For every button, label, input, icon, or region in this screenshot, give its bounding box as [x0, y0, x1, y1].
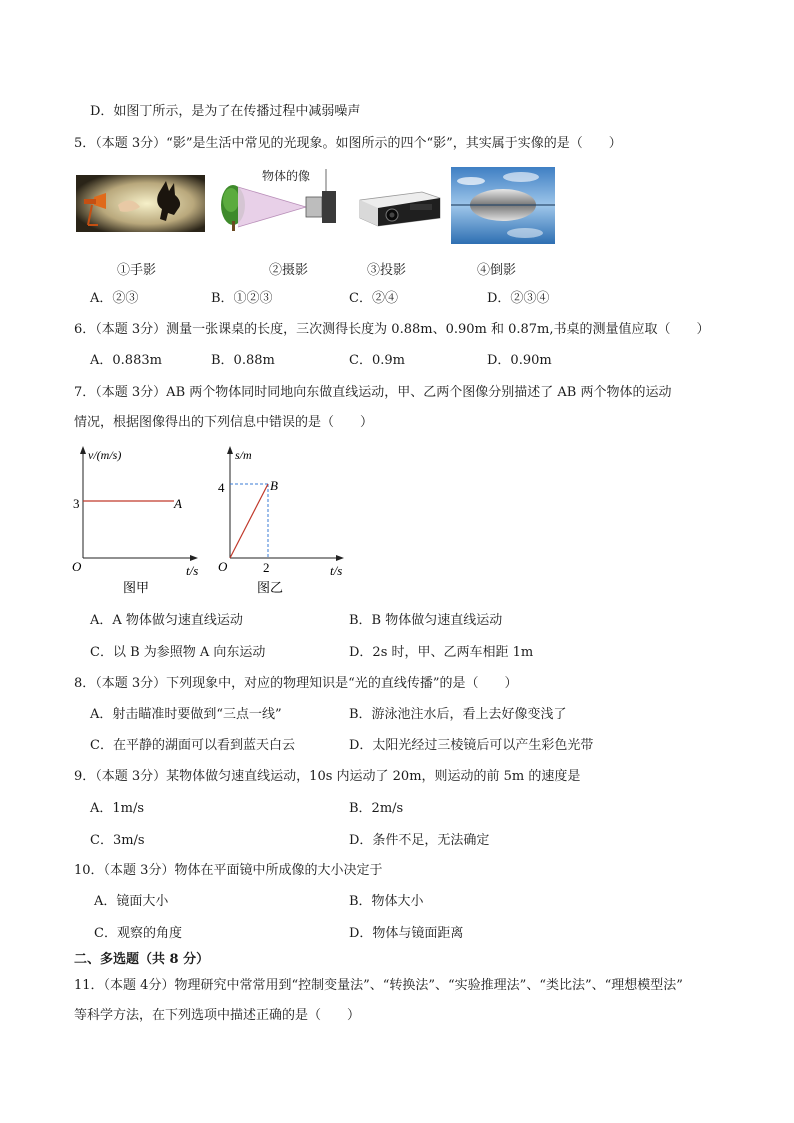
q10-stem: 10．（本题 3分）物体在平面镜中所成像的大小决定于	[74, 863, 383, 878]
q7-option-d: D．2s 时，甲、乙两车相距 1m	[349, 645, 534, 660]
yi-series-b-line	[230, 484, 268, 558]
jia-series-a-label: A	[174, 496, 182, 511]
jia-ylabel: v/(m/s)	[88, 448, 122, 462]
q4-option-d: D．如图丁所示，是为了在传播过程中减弱噪声	[90, 104, 361, 119]
q9-option-c: C．3m/s	[90, 833, 145, 848]
yi-xtick-label: 2	[263, 560, 270, 575]
q9-option-d: D．条件不足，无法确定	[349, 833, 490, 848]
chart-jia	[66, 444, 206, 596]
q5-caption-4: ④倒影	[477, 263, 517, 278]
q6-option-c: C．0.9m	[349, 353, 405, 368]
q10-option-d: D．物体与镜面距离	[349, 926, 464, 941]
q9-option-b: B．2m/s	[349, 801, 404, 816]
yi-title: 图乙	[257, 580, 284, 595]
reflection-photo-image	[451, 167, 555, 244]
q7-option-c: C．以 B 为参照物 A 向东运动	[90, 645, 266, 660]
yi-series-b-label: B	[270, 478, 278, 493]
jia-x-arrow	[190, 555, 198, 561]
q5-caption-3: ③投影	[367, 263, 407, 278]
yi-xlabel: t/s	[330, 563, 343, 578]
q8-option-a: A．射击瞄准时要做到“三点一线”	[90, 707, 282, 722]
q5-option-d: D．②③④	[487, 291, 550, 306]
q8-option-d: D．太阳光经过三棱镜后可以产生彩色光带	[349, 738, 594, 753]
q5-stem: 5．（本题 3分）“影”是生活中常见的光现象。如图所示的四个“影”，其实属于实像的是（ ）	[74, 136, 622, 151]
yi-ytick-label: 4	[218, 480, 225, 495]
camera-image-label: 物体的像	[262, 169, 311, 183]
q7-option-b: B．B 物体做匀速直线运动	[349, 613, 503, 628]
q10-option-c: C．观察的角度	[94, 926, 182, 941]
yi-ylabel: s/m	[235, 448, 252, 462]
q8-option-c: C．在平静的湖面可以看到蓝天白云	[90, 738, 295, 753]
q7-stem-line1: 7．（本题 3分）AB 两个物体同时同地向东做直线运动，甲、乙两个图像分别描述了 AB 两个物体的运动	[74, 385, 672, 400]
q9-stem: 9．（本题 3分）某物体做匀速直线运动，10s 内运动了 20m，则运动的前 5m 的速度是	[74, 769, 581, 784]
jia-origin-label: O	[72, 559, 82, 574]
q8-stem: 8．（本题 3分）下列现象中，对应的物理知识是“光的直线传播”的是（ ）	[74, 676, 518, 691]
q11-stem-line2: 等科学方法，在下列选项中描述正确的是（ ）	[74, 1008, 361, 1023]
q10-option-b: B．物体大小	[349, 894, 424, 909]
q9-option-a: A．1m/s	[90, 801, 145, 816]
yi-origin-label: O	[218, 559, 228, 574]
q5-option-b: B．①②③	[211, 291, 273, 306]
q7-stem-line2: 情况，根据图像得出的下列信息中错误的是（ ）	[74, 415, 374, 430]
q10-option-a: A．镜面大小	[94, 894, 169, 909]
yi-x-arrow	[336, 555, 344, 561]
q6-option-d: D．0.90m	[487, 353, 552, 368]
q11-stem-line1: 11．（本题 4分）物理研究中常常用到“控制变量法”、“转换法”、“实验推理法”、“类比法”、“理想模型法”	[74, 978, 683, 993]
q5-caption-2: ②摄影	[269, 263, 309, 278]
q5-option-c: C．②④	[349, 291, 398, 306]
jia-ytick-label: 3	[73, 496, 80, 511]
chart-yi	[214, 444, 354, 596]
hand-shadow-image	[76, 175, 205, 232]
jia-title: 图甲	[123, 580, 150, 595]
q5-option-a: A．②③	[90, 291, 139, 306]
q6-stem: 6．（本题 3分）测量一张课桌的长度，三次测得长度为 0.88m、0.90m 和 0.87m,书桌的测量值应取（ ）	[74, 322, 710, 337]
q5-caption-1: ①手影	[117, 263, 157, 278]
projector-image	[356, 180, 444, 230]
yi-y-arrow	[227, 446, 233, 454]
q8-option-b: B．游泳池注水后，看上去好像变浅了	[349, 707, 567, 722]
camera-diagram-image	[218, 167, 348, 233]
q7-option-a: A．A 物体做匀速直线运动	[90, 613, 243, 628]
q6-option-b: B．0.88m	[211, 353, 275, 368]
jia-xlabel: t/s	[186, 563, 199, 578]
jia-y-arrow	[80, 446, 86, 454]
q6-option-a: A．0.883m	[90, 353, 162, 368]
section-multi-choice-title: 二、多选题（共 8 分）	[74, 952, 210, 967]
